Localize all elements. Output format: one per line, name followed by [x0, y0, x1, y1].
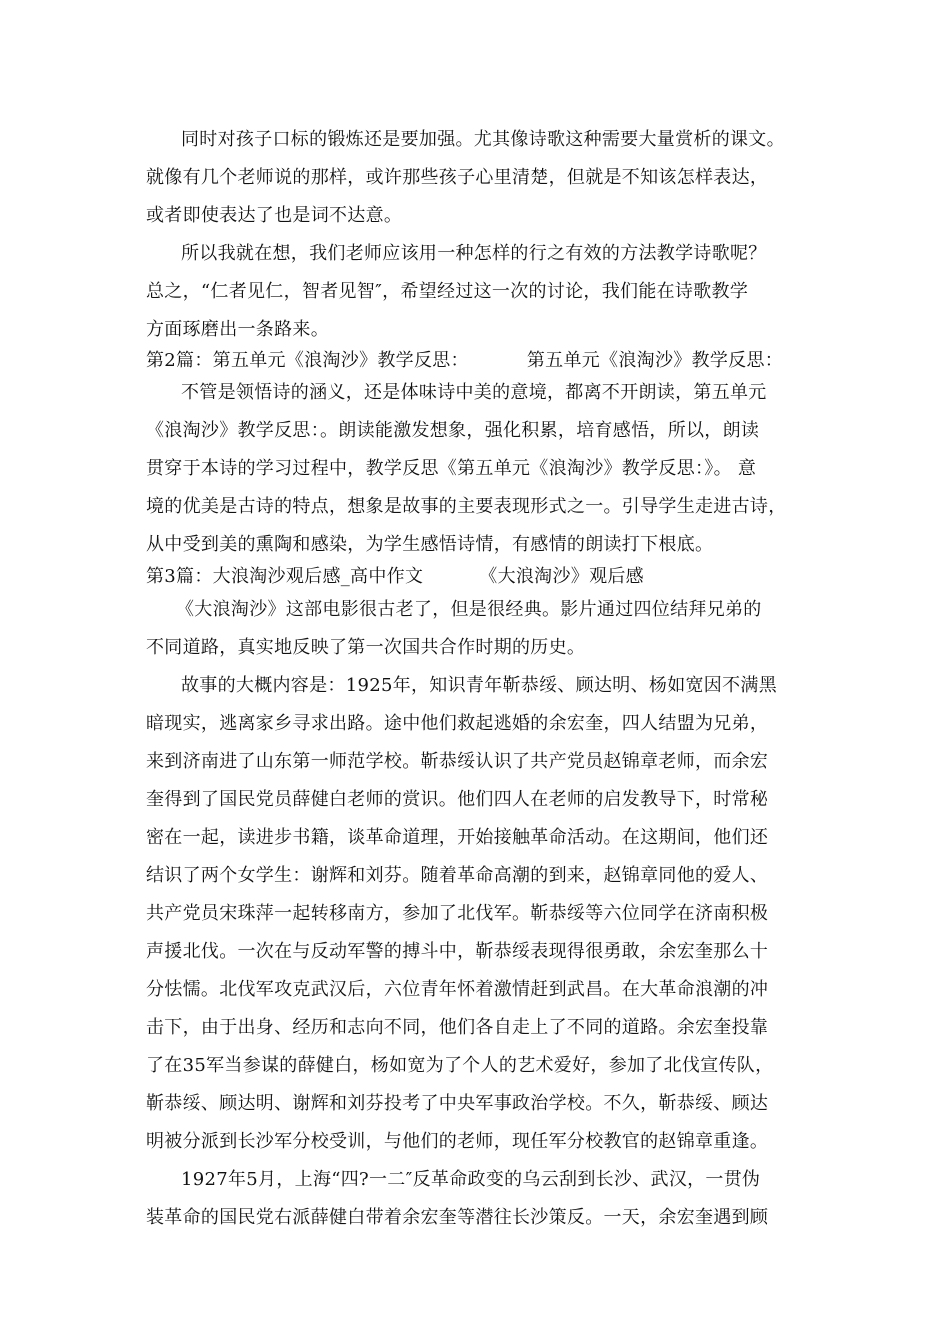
- p3-line-2: 《浪淘沙》教学反思：。朗读能激发想象，强化积累，培育感悟，所以，朗读: [146, 420, 760, 441]
- p5-line-6: 结识了两个女学生：谢辉和刘芬。随着革命高潮的到来，赵锦章同他的爱人、: [146, 865, 769, 886]
- p6-line-1: 1927年5月，上海“四?一二″反革命政变的乌云刮到长沙、武汉，一贯伪: [181, 1169, 761, 1190]
- p5-line-3: 来到济南进了山东第一师范学校。靳恭绥认识了共产党员赵锦章老师，而余宏: [146, 751, 769, 772]
- p5-line-7: 共产党员宋珠萍一起转移南方，参加了北伐军。靳恭绥等六位同学在济南积极: [146, 903, 769, 924]
- p2-line-2: 总之，“仁者见仁，智者见智″，希望经过这一次的讨论，我们能在诗歌教学: [146, 281, 749, 302]
- p5-line-12: 靳恭绥、顾达明、谢辉和刘芬投考了中央军事政治学校。不久，靳恭绥、顾达: [146, 1093, 769, 1114]
- p6-line-2: 装革命的国民党右派薛健白带着余宏奎等潜往长沙策反。一天，余宏奎遇到顾: [146, 1207, 769, 1228]
- p5-line-4: 奎得到了国民党员薛健白老师的赏识。他们四人在老师的启发教导下，时常秘: [146, 789, 769, 810]
- p5-line-5: 密在一起，读进步书籍，谈革命道理，开始接触革命活动。在这期间，他们还: [146, 827, 769, 848]
- p3-line-4: 境的优美是古诗的特点，想象是故事的主要表现形式之一。引导学生走进古诗，: [146, 496, 787, 517]
- p4-line-2: 不同道路，真实地反映了第一次国共合作时期的历史。: [146, 637, 586, 658]
- p2-line-1: 所以我就在想，我们老师应该用一种怎样的行之有效的方法教学诗歌呢？: [181, 243, 767, 264]
- p4-line-1: 《大浪淘沙》这部电影很古老了，但是很经典。影片通过四位结拜兄弟的: [176, 599, 762, 620]
- article-3-heading: [146, 565, 644, 589]
- p5-line-8: 声援北伐。一次在与反动军警的搏斗中，靳恭绥表现得很勇敢，余宏奎那么十: [146, 941, 769, 962]
- article-3-title: 第3篇：大浪淘沙观后感_高中作文: [146, 566, 424, 587]
- p5-line-11: 了在35军当参谋的薛健白，杨如宽为了个人的艺术爱好，参加了北伐宣传队，: [146, 1055, 774, 1076]
- article-2-heading: [146, 349, 783, 373]
- p5-line-10: 击下，由于出身、经历和志向不同，他们各自走上了不同的道路。余宏奎投靠: [146, 1017, 769, 1038]
- p1-line-1: 同时对孩子口标的锻炼还是要加强。尤其像诗歌这种需要大量赏析的课文。: [181, 129, 785, 150]
- p3-line-3: 贯穿于本诗的学习过程中，教学反思《第五单元《浪淘沙》教学反思：》。 意: [146, 458, 757, 479]
- article-3-subtitle: 《大浪淘沙》观后感: [479, 566, 644, 587]
- p5-line-13: 明被分派到长沙军分校受训，与他们的老师，现任军分校教官的赵锦章重逢。: [146, 1131, 769, 1152]
- p5-line-1: 故事的大概内容是：1925年，知识青年靳恭绥、顾达明、杨如宽因不满黑: [181, 675, 778, 696]
- p1-line-2: 就像有几个老师说的那样，或许那些孩子心里清楚，但就是不知该怎样表达，: [146, 167, 769, 188]
- article-2-subtitle: 第五单元《浪淘沙》教学反思：: [526, 350, 784, 371]
- p5-line-9: 分怯懦。北伐军攻克武汉后，六位青年怀着激情赶到武昌。在大革命浪潮的冲: [146, 979, 769, 1000]
- p3-line-1: 不管是领悟诗的涵义，还是体味诗中美的意境，都离不开朗读，第五单元: [181, 382, 767, 403]
- p2-line-3: 方面琢磨出一条路来。: [146, 319, 329, 340]
- p1-line-3: 或者即使表达了也是词不达意。: [146, 205, 403, 226]
- p3-line-5: 从中受到美的熏陶和感染，为学生感悟诗情，有感情的朗读打下根底。: [146, 534, 714, 555]
- p5-line-2: 暗现实，逃离家乡寻求出路。途中他们救起逃婚的余宏奎，四人结盟为兄弟，: [146, 713, 769, 734]
- article-2-title: 第2篇：第五单元《浪淘沙》教学反思：: [146, 350, 469, 371]
